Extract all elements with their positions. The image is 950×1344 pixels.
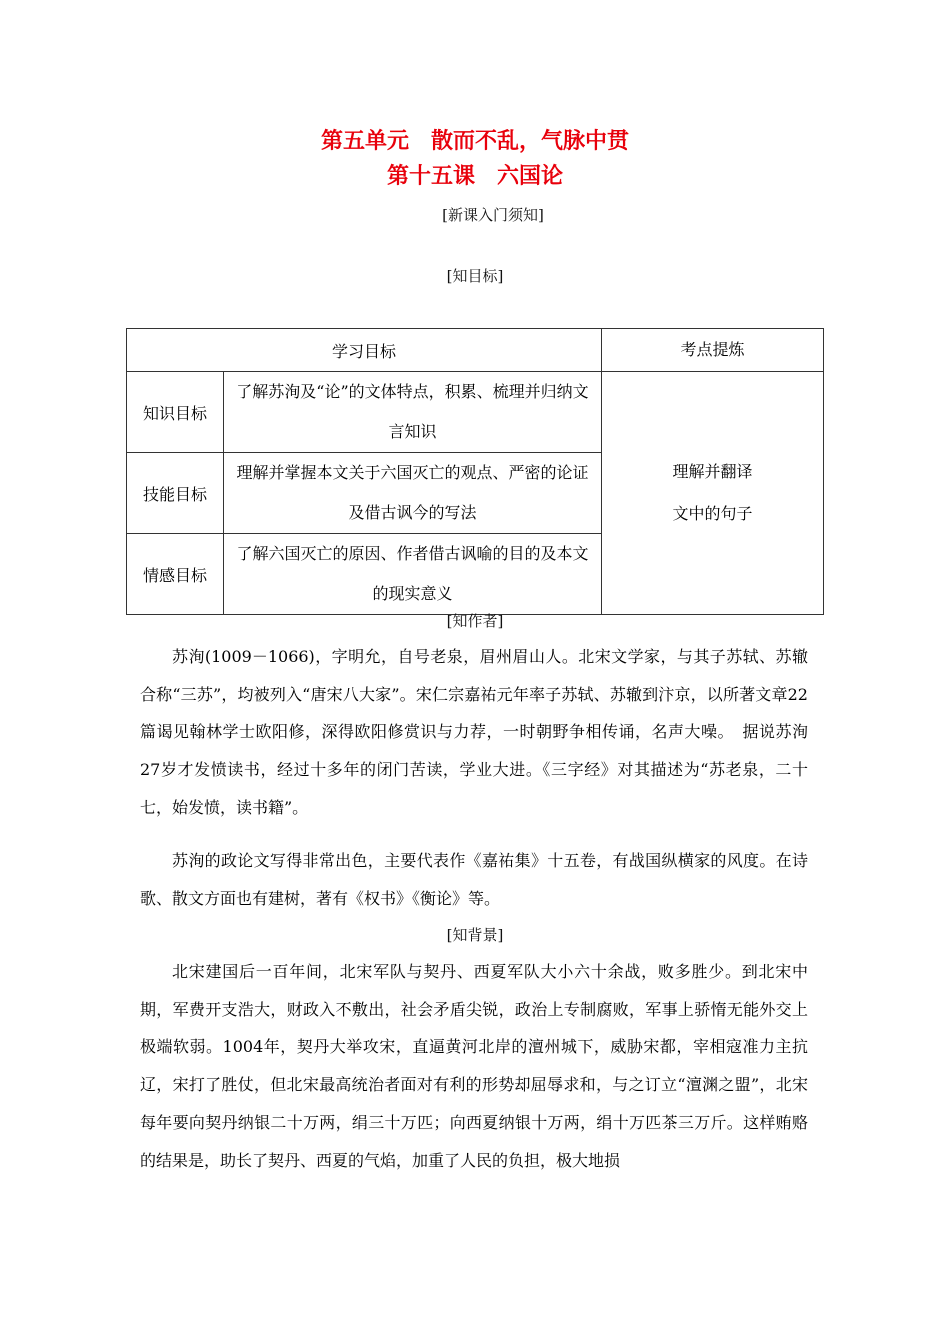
lesson-title: 第十五课 六国论 bbox=[386, 164, 563, 189]
background-heading: [知背景] bbox=[446, 926, 504, 944]
author-heading: [知作者] bbox=[446, 612, 504, 630]
goals-table bbox=[126, 328, 824, 615]
header-key-points: 考点提炼 bbox=[601, 329, 823, 372]
key-point-line: 文中的句子 bbox=[672, 504, 753, 523]
key-points-cell bbox=[601, 372, 823, 615]
goal-category: 知识目标 bbox=[127, 372, 224, 453]
header-learning-goals: 学习目标 bbox=[127, 329, 602, 372]
goal-text: 了解六国灭亡的原因、作者借古讽喻的目的及本文的现实意义 bbox=[224, 534, 602, 615]
key-point-line: 理解并翻译 bbox=[672, 462, 753, 481]
goal-text: 理解并掌握本文关于六国灭亡的观点、严密的论证及借古讽今的写法 bbox=[224, 453, 602, 534]
author-paragraph: 苏洵的政论文写得非常出色，主要代表作《嘉祐集》十五卷，有战国纵横家的风度。在诗歌、散文方面也有建树，著有《权书》《衡论》等。 bbox=[140, 851, 808, 908]
unit-title: 第五单元 散而不乱，气脉中贯 bbox=[320, 129, 629, 154]
table-row bbox=[127, 372, 824, 453]
goal-category: 技能目标 bbox=[127, 453, 224, 534]
background-paragraph: 北宋建国后一百年间，北宋军队与契丹、西夏军队大小六十余战，败多胜少。到北宋中期，军费开支浩大，财政入不敷出，社会矛盾尖锐，政治上专制腐败，军事上骄惰无能外交上极端软弱。1004年，契丹大举攻宋，直逼黄河北岸的澶州城下，威胁宋都，宰相寇准力主抗辽，宋打了胜仗，但北宋最高统治者面对有利的形势却屈辱求和，与之订立“澶渊之盟”，北宋每年要向契丹纳银二十万两，绢三十万匹；向西夏纳银十万两，绢十万匹茶三万斤。这样贿赂的结果是，助长了契丹、西夏的气焰，加重了人民的负担，极大地损 bbox=[140, 962, 808, 1170]
author-paragraph: 苏洵(1009－1066)，字明允，自号老泉，眉州眉山人。北宋文学家，与其子苏轼、苏辙合称“三苏”，均被列入“唐宋八大家”。宋仁宗嘉祐元年率子苏轼、苏辙到汴京，以所著文章22篇谒见翰林学士欧阳修，深得欧阳修赏识与力荐，一时朝野争相传诵，名声大噪。 据说苏洵27岁才发愤读书，经过十多年的闭门苦读，学业大进。《三字经》对其描述为“苏老泉，二十七，始发愤，读书籍”。 bbox=[140, 647, 808, 817]
goal-text: 了解苏洵及“论”的文体特点，积累、梳理并归纳文言知识 bbox=[224, 372, 602, 453]
table-header-row bbox=[127, 329, 824, 372]
goal-category: 情感目标 bbox=[127, 534, 224, 615]
goals-heading: [知目标] bbox=[446, 267, 504, 285]
section-label: [新课入门须知] bbox=[442, 206, 544, 224]
